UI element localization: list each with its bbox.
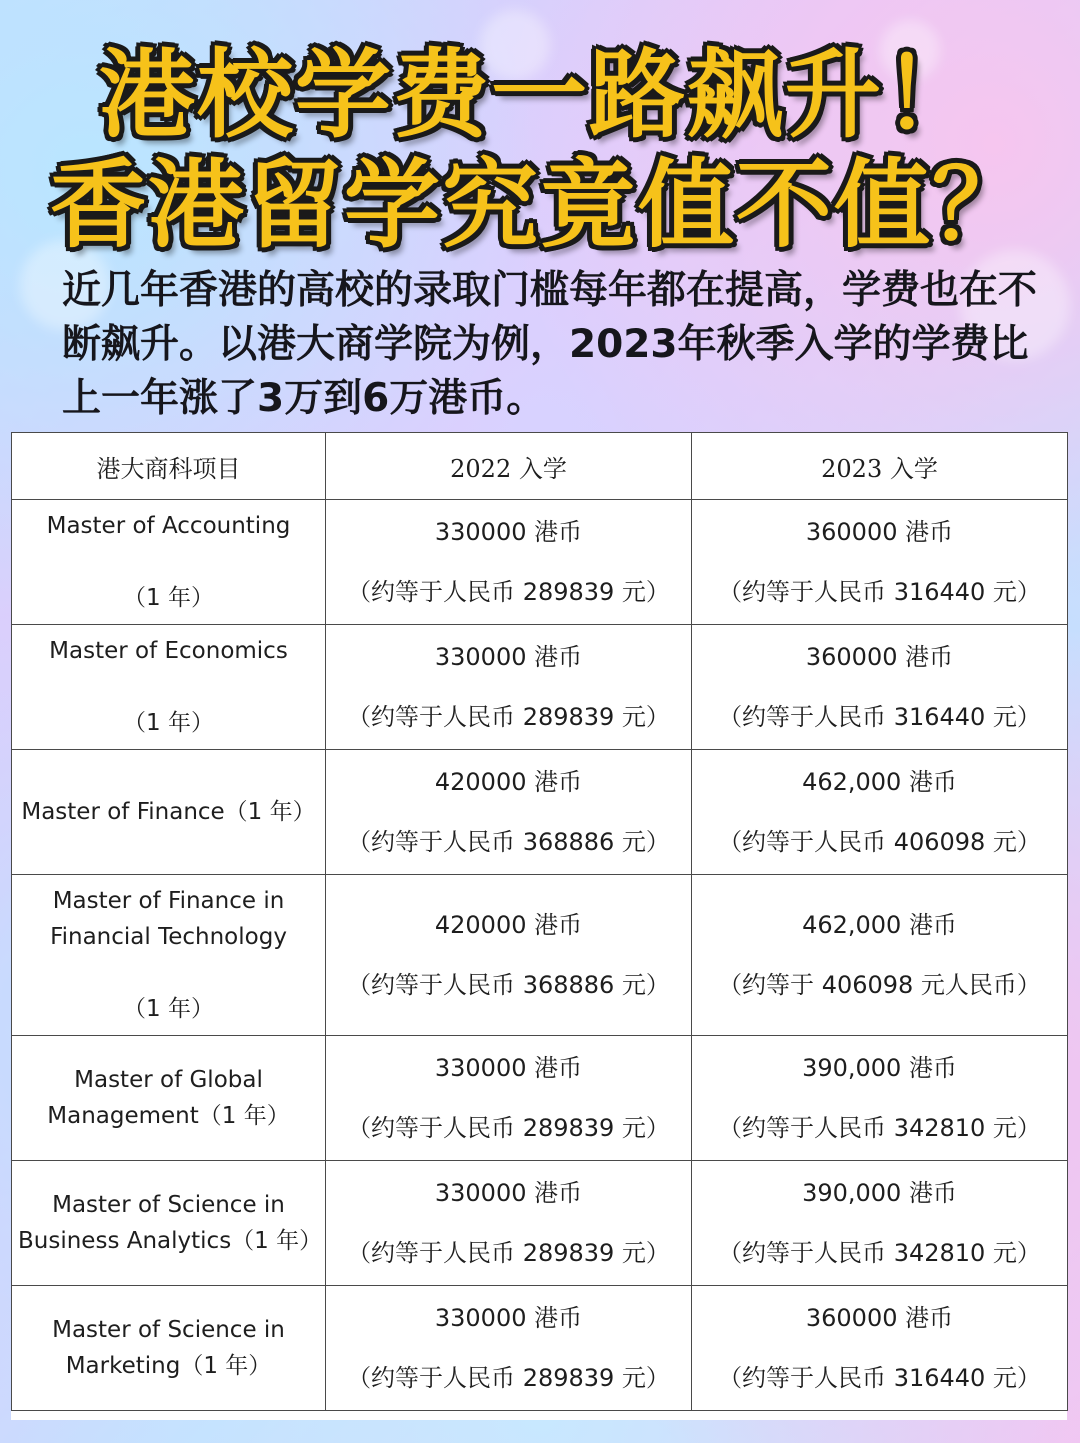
fee-cny: （约等于 406098 元人民币） xyxy=(718,971,1041,999)
program-name: Master of Accounting xyxy=(46,513,291,539)
table-row xyxy=(12,875,1068,1036)
fee-cny: （约等于人民币 342810 元） xyxy=(718,1239,1041,1267)
intro-paragraph: 近几年香港的高校的录取门槛每年都在提高，学费也在不断飙升。以港大商学院为例，2023年秋季入学的学费比上一年涨了3万到6万港币。 xyxy=(62,268,1038,421)
fee-2023-cell xyxy=(692,1161,1068,1286)
fee-hkd: 420000 港币 xyxy=(434,768,583,796)
table-row xyxy=(12,500,1068,625)
fee-2023-cell xyxy=(692,500,1068,625)
fee-cny: （约等于人民币 289839 元） xyxy=(347,1239,670,1267)
fee-hkd: 462,000 港币 xyxy=(802,911,957,939)
table-row xyxy=(12,1036,1068,1161)
program-name: Master of Global Management（1 年） xyxy=(47,1067,290,1129)
fee-2023-cell xyxy=(692,875,1068,1036)
program-name: Master of Economics xyxy=(49,638,288,664)
fee-cny: （约等于人民币 316440 元） xyxy=(718,578,1041,606)
fee-cny: （约等于人民币 368886 元） xyxy=(347,828,670,856)
program-name: Master of Finance（1 年） xyxy=(21,799,316,825)
table-header-row xyxy=(12,433,1068,500)
table-row xyxy=(12,625,1068,750)
fee-cny: （约等于人民币 316440 元） xyxy=(718,1364,1041,1392)
program-cell xyxy=(12,750,326,875)
table-row xyxy=(12,1161,1068,1286)
program-cell xyxy=(12,1161,326,1286)
program-duration: （1 年） xyxy=(123,585,214,611)
program-cell xyxy=(12,625,326,750)
fee-2023-cell xyxy=(692,1286,1068,1411)
program-name: Master of Science in Marketing（1 年） xyxy=(52,1317,285,1379)
fee-hkd: 420000 港币 xyxy=(434,911,583,939)
page-title-line-2: 香港留学究竟值不值？ xyxy=(50,149,1030,261)
program-cell xyxy=(12,1286,326,1411)
column-header-2023: 2023 入学 xyxy=(692,433,1068,500)
fee-2023-cell xyxy=(692,625,1068,750)
fee-2022-cell xyxy=(326,1161,692,1286)
fee-hkd: 330000 港币 xyxy=(434,1304,583,1332)
fee-2023-cell xyxy=(692,750,1068,875)
fee-2022-cell xyxy=(326,1286,692,1411)
fee-cny: （约等于人民币 316440 元） xyxy=(718,703,1041,731)
fee-2022-cell xyxy=(326,875,692,1036)
fee-cny: （约等于人民币 289839 元） xyxy=(347,578,670,606)
fee-cny: （约等于人民币 289839 元） xyxy=(347,1364,670,1392)
fee-hkd: 390,000 港币 xyxy=(802,1054,957,1082)
fee-hkd: 360000 港币 xyxy=(805,1304,954,1332)
fee-2022-cell xyxy=(326,1036,692,1161)
program-duration: （1 年） xyxy=(123,710,214,736)
fee-hkd: 462,000 港币 xyxy=(802,768,957,796)
program-cell xyxy=(12,1036,326,1161)
column-header-2022: 2022 入学 xyxy=(326,433,692,500)
fee-hkd: 360000 港币 xyxy=(805,518,954,546)
table-row xyxy=(12,1286,1068,1411)
fee-hkd: 330000 港币 xyxy=(434,518,583,546)
table-row xyxy=(12,750,1068,875)
fee-2022-cell xyxy=(326,625,692,750)
column-header-program: 港大商科项目 xyxy=(12,433,326,500)
fee-cny: （约等于人民币 368886 元） xyxy=(347,971,670,999)
fee-hkd: 360000 港币 xyxy=(805,643,954,671)
program-name: Master of Science in Business Analytics（1 年） xyxy=(18,1192,323,1254)
program-cell xyxy=(12,500,326,625)
page-title-line-1: 港校学费一路飙升！ xyxy=(99,39,981,151)
fee-hkd: 330000 港币 xyxy=(434,643,583,671)
fee-cny: （约等于人民币 289839 元） xyxy=(347,703,670,731)
fee-2023-cell xyxy=(692,1036,1068,1161)
fee-cny: （约等于人民币 406098 元） xyxy=(718,828,1041,856)
fee-hkd: 390,000 港币 xyxy=(802,1179,957,1207)
tuition-table-card xyxy=(11,432,1067,1420)
program-name: Master of Finance in Financial Technology xyxy=(50,888,287,950)
program-duration: （1 年） xyxy=(123,996,214,1022)
program-cell xyxy=(12,875,326,1036)
fee-2022-cell xyxy=(326,500,692,625)
fee-hkd: 330000 港币 xyxy=(434,1179,583,1207)
fee-cny: （约等于人民币 289839 元） xyxy=(347,1114,670,1142)
fee-cny: （约等于人民币 342810 元） xyxy=(718,1114,1041,1142)
fee-2022-cell xyxy=(326,750,692,875)
tuition-table xyxy=(11,432,1068,1411)
fee-hkd: 330000 港币 xyxy=(434,1054,583,1082)
